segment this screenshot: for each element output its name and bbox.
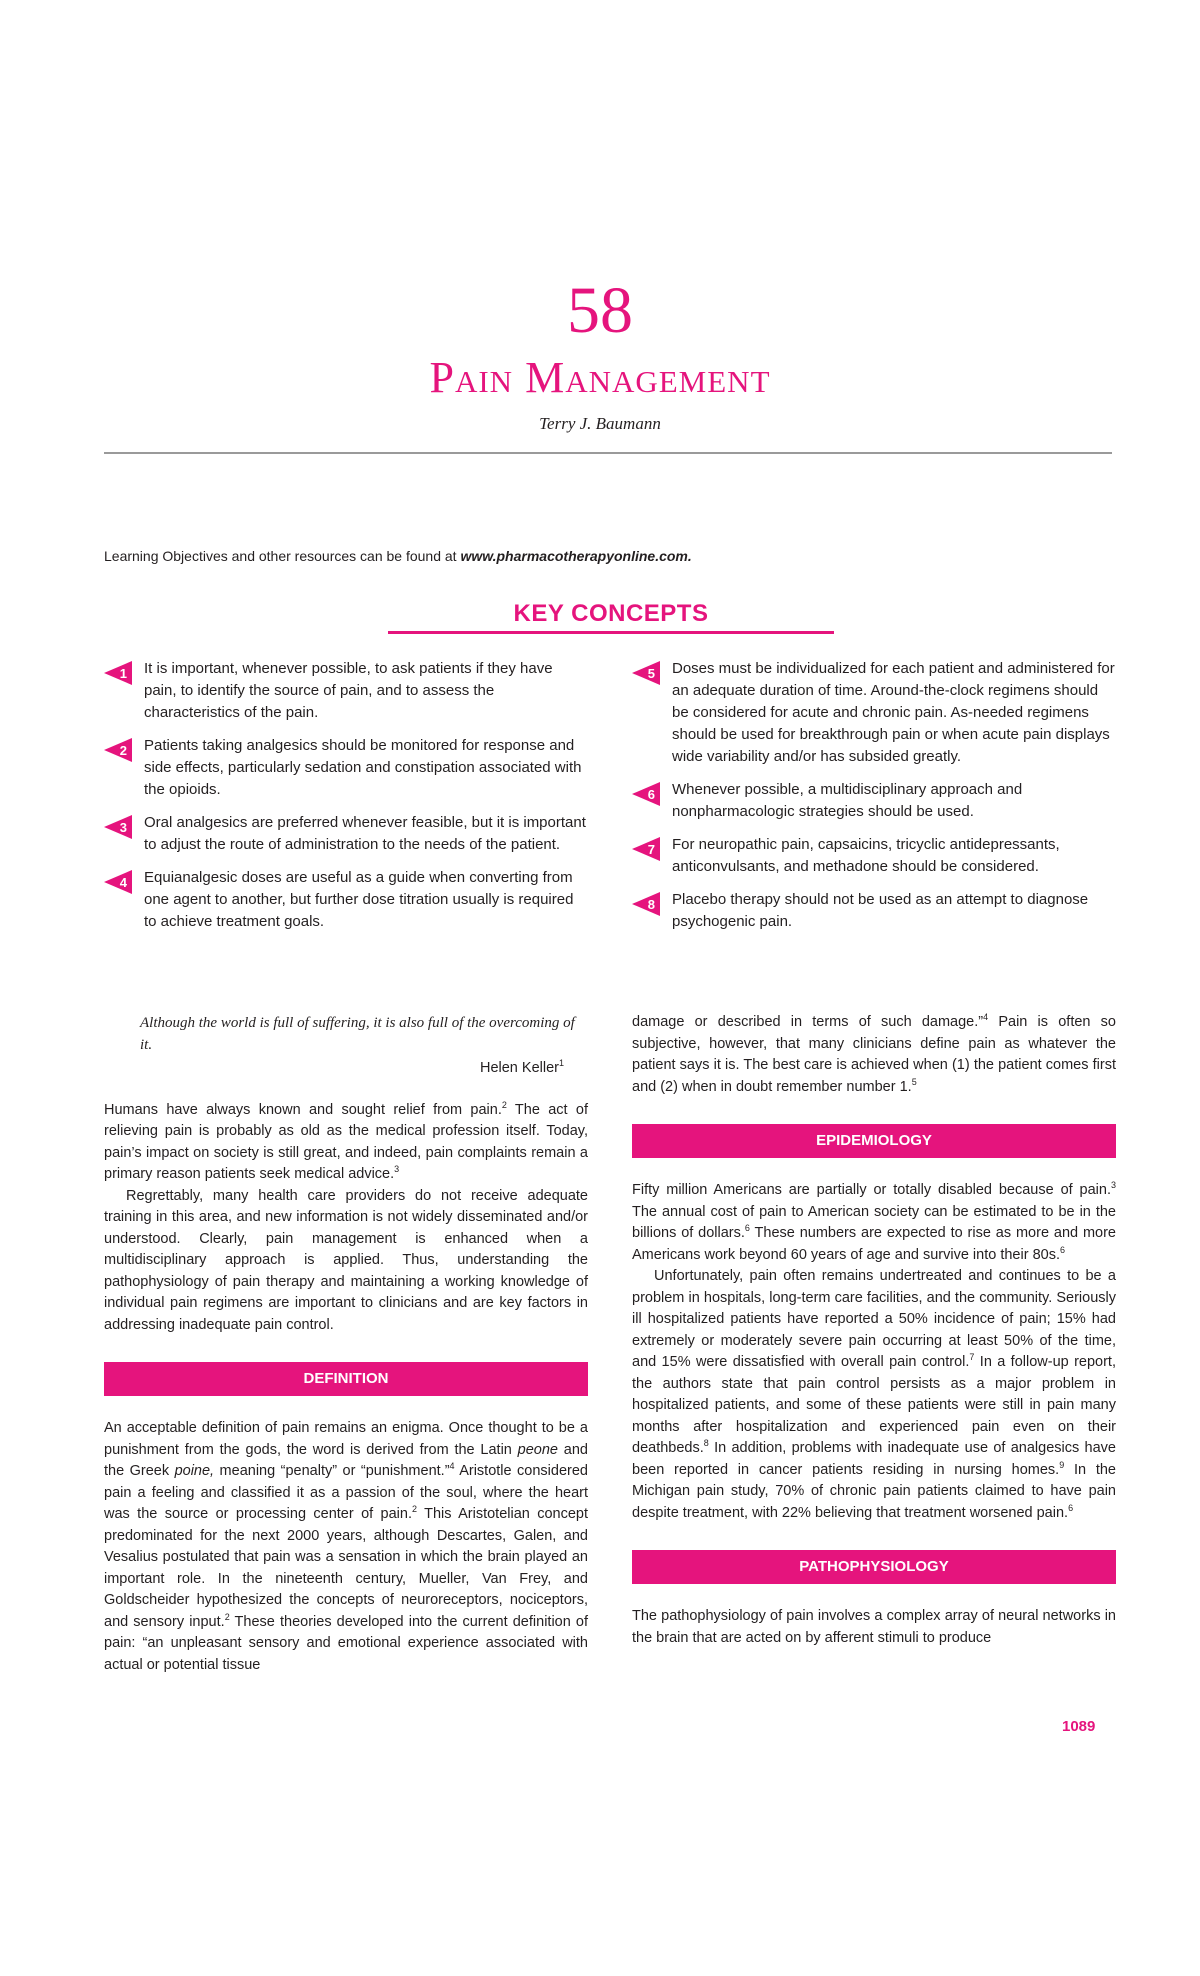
page-number: 1089 bbox=[1062, 1718, 1096, 1735]
key-concept-marker-icon: 5 bbox=[632, 661, 660, 685]
key-concept-item bbox=[632, 889, 1116, 933]
epigraph-author: Helen Keller$^1$ bbox=[479, 1058, 564, 1076]
key-concept-text: Doses must be individualized for each patient and administered for an adequate duration of time. Around-the-clock regimens should be considered for acute and chronic pain. As-needed regimens should be used for breakthrough pain or when acute pain displays wide variability and/or has subsided greatly. bbox=[672, 660, 1115, 765]
title-divider bbox=[104, 452, 1112, 454]
key-concept-item bbox=[632, 834, 1116, 878]
key-concept-marker-icon: 8 bbox=[632, 892, 660, 916]
chapter-author: Terry J. Baumann bbox=[539, 414, 661, 433]
key-concept-text: Equianalgesic doses are useful as a guide when converting from one agent to another, but further dose titration usually is required to achieve treatment goals. bbox=[144, 869, 574, 930]
key-concept-item bbox=[104, 658, 588, 724]
key-concept-text: For neuropathic pain, capsaicins, tricyclic antidepressants, anticonvulsants, and methadone should be considered. bbox=[672, 836, 1060, 875]
key-concept-text: Whenever possible, a multidisciplinary approach and nonpharmacologic strategies should be used. bbox=[672, 781, 1023, 820]
key-concepts-left-column bbox=[104, 658, 588, 944]
key-concept-item bbox=[104, 812, 588, 856]
definition-paragraph: An acceptable definition of pain remains an enigma. Once thought to be a punishment from the gods, the word is derived from the Latin peone and the Greek poine, meaning “penalty” or “punishment.”$^4$ Aristotle considered pain a feeling and classified it as a passion of the soul, where the heart was the source or processing center of pain.$^2$ This Aristotelian concept predominated for the next 2000 years, although Descartes, Galen, and Vesalius postulated that pain was a sensation in which the brain played an important role. In the nineteenth century, Mueller, Van Frey, and Goldscheider hypothesized the concepts of neuroreceptors, nociceptors, and sensory input.$^2$ These theories developed into the current definition of pain: “an unpleasant sensory and emotional experience associated with actual or potential tissue bbox=[104, 1420, 589, 1673]
body-left-column bbox=[104, 1012, 588, 1676]
key-concept-marker-icon: 2 bbox=[104, 738, 132, 762]
learning-objectives-link[interactable]: www.pharmacotherapyonline.com. bbox=[460, 548, 692, 564]
key-concept-text: Patients taking analgesics should be monitored for response and side effects, particularly sedation and constipation associated with the opioids. bbox=[144, 737, 582, 798]
key-concept-marker-icon: 1 bbox=[104, 661, 132, 685]
key-concept-text: Oral analgesics are preferred whenever feasible, but it is important to adjust the route of administration to the needs of the patient. bbox=[144, 814, 586, 853]
learning-objectives-text: Learning Objectives and other resources can be found at bbox=[104, 548, 461, 564]
key-concept-item bbox=[104, 867, 588, 933]
key-concept-marker-icon: 7 bbox=[632, 837, 660, 861]
key-concept-marker-icon: 4 bbox=[104, 870, 132, 894]
key-concepts-divider bbox=[388, 631, 834, 634]
epidemiology-paragraph: Fifty million Americans are partially or totally disabled because of pain.$^3$ The annual cost of pain to American society can be estimated to be in the billions of dollars.$^6$ These numbers are expected to rise as more and more Americans work beyond 60 years of age and survive into their 80s.$^6$ bbox=[632, 1180, 1116, 1263]
key-concept-marker-icon: 3 bbox=[104, 815, 132, 839]
chapter-title: Pain Management bbox=[429, 353, 771, 402]
epigraph-quote: Although the world is full of suffering, it is also full of the overcoming of it. bbox=[140, 1015, 575, 1053]
epidemiology-heading: EPIDEMIOLOGY bbox=[632, 1124, 1116, 1158]
key-concept-marker-icon: 6 bbox=[632, 782, 660, 806]
key-concept-item bbox=[632, 779, 1116, 823]
pathophysiology-paragraph: The pathophysiology of pain involves a complex array of neural networks in the brain that are acted on by afferent stimuli to produce bbox=[632, 1608, 1116, 1646]
key-concept-text: Placebo therapy should not be used as an attempt to diagnose psychogenic pain. bbox=[672, 891, 1089, 930]
learning-objectives-note bbox=[104, 548, 1004, 564]
intro-paragraph: Regrettably, many health care providers do not receive adequate training in this area, and new information is not widely disseminated and/or understood. Clearly, pain management is enhanced when a multidisciplinary approach is applied. Thus, understanding the pathophysiology of pain therapy and maintaining a working knowledge of individual pain regimens are important to clinicians and are key factors in addressing inadequate pain control. bbox=[104, 1187, 588, 1333]
chapter-number: 58 bbox=[567, 274, 633, 347]
key-concepts-heading: KEY CONCEPTS bbox=[513, 600, 709, 627]
pathophysiology-heading: PATHOPHYSIOLOGY bbox=[632, 1550, 1116, 1584]
key-concept-text: It is important, whenever possible, to ask patients if they have pain, to identify the source of pain, and to assess the characteristics of the pain. bbox=[144, 660, 553, 721]
body-right-column bbox=[632, 1012, 1116, 1649]
key-concept-item bbox=[632, 658, 1116, 768]
key-concept-item bbox=[104, 735, 588, 801]
intro-paragraph: Humans have always known and sought relief from pain.$^2$ The act of relieving pain is probably as old as the medical profession itself. Today, pain’s impact on society is still great, and indeed, pain complaints remain a primary reason patients seek medical advice.$^3$ bbox=[104, 1099, 589, 1182]
definition-heading: DEFINITION bbox=[104, 1362, 588, 1396]
epidemiology-paragraph: Unfortunately, pain often remains undertreated and continues to be a problem in hospitals, long-term care facilities, and the community. Seriously ill hospitalized patients have reported a 50% incidence of pain; 15% had extremely or moderately severe pain occurring at least 50% of the time, and 15% were dissatisfied with overall pain control.$^7$ In a follow-up report, the authors state that pain control persists as a major problem in hospitalized patients, and some of these patients were still in pain many months after hospitalization and experienced pain even on their deathbeds.$^8$ In addition, problems with inadequate use of analgesics have been reported in cancer patients residing in nursing homes.$^9$ In the Michigan pain study, 70% of chronic pain patients claimed to have pain despite treatment, with 22% believing that treatment worsened pain.$^6$ bbox=[632, 1268, 1116, 1521]
key-concepts-right-column bbox=[632, 658, 1116, 944]
definition-continued-paragraph: damage or described in terms of such damage.”$^4$ Pain is often so subjective, however, that many clinicians define pain as whatever the patient says it is. The best care is achieved when (1) the patient comes first and (2) when in doubt remember number 1.$^5$ bbox=[632, 1012, 1116, 1095]
